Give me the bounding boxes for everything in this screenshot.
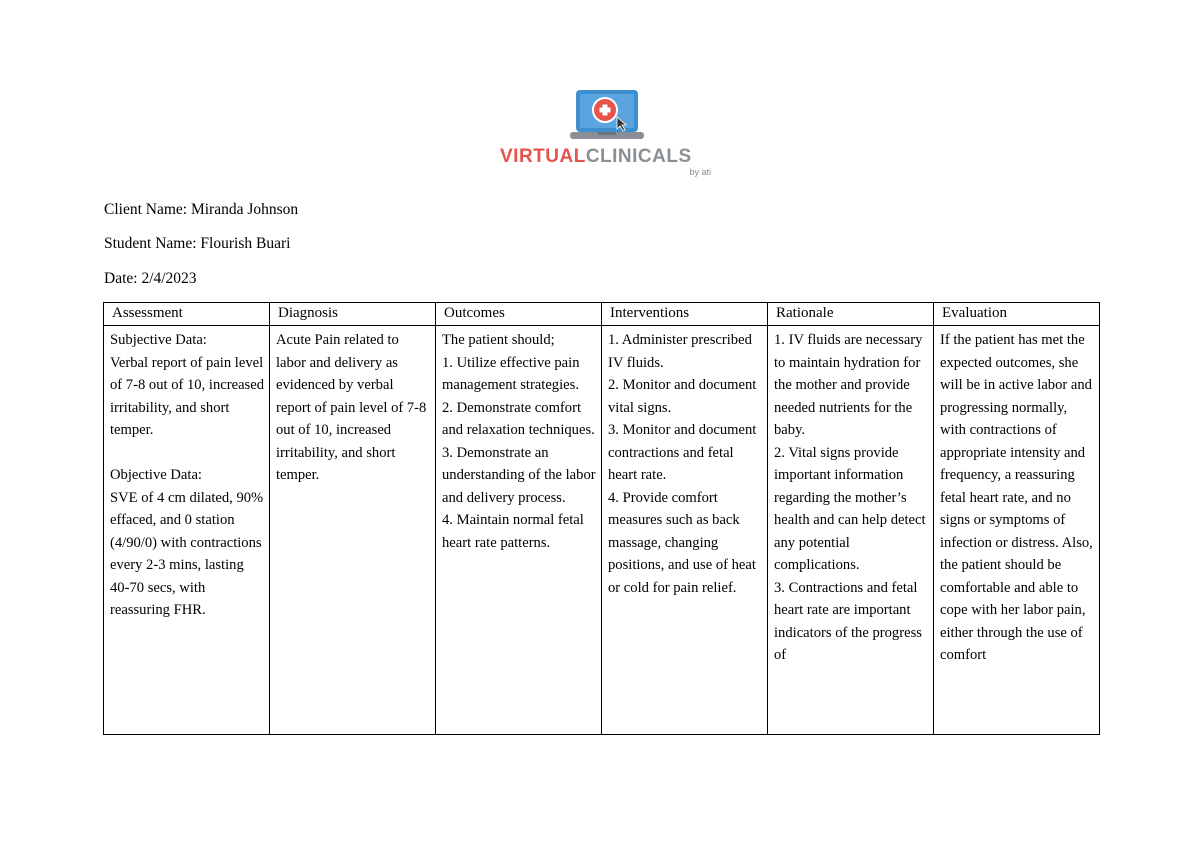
cell-evaluation: If the patient has met the expected outcomes, she will be in active labor and progressing normally, with contractions of appropriate intensity and frequency, a reassuring fetal heart rate, and no signs or symptoms of infection or distress. Also, the patient should be comfortable and able to cope with her labor pain, either through the use of comfort <box>934 326 1100 735</box>
column-header-interventions: Interventions <box>602 303 768 326</box>
client-name: Client Name: Miranda Johnson <box>104 201 299 218</box>
student-name: Student Name: Flourish Buari <box>104 235 291 252</box>
cell-assessment: Subjective Data: Verbal report of pain level of 7-8 out of 10, increased irritability, and short temper. Objective Data: SVE of 4 cm dilated, 90% effaced, and 0 station (4/90/0) with contractions every 2-3 mins, lasting 40-70 secs, with reassuring FHR. <box>104 326 270 735</box>
column-header-outcomes: Outcomes <box>436 303 602 326</box>
table-header-row <box>104 303 1100 326</box>
brand-byline: by ati <box>689 167 711 177</box>
column-header-diagnosis: Diagnosis <box>270 303 436 326</box>
brand-wordmark-part1: VIRTUAL <box>500 146 586 167</box>
column-header-evaluation: Evaluation <box>934 303 1100 326</box>
cell-interventions: 1. Administer prescribed IV fluids. 2. Monitor and document vital signs. 3. Monitor and document contractions and fetal heart rate. 4. Provide comfort measures such as back massage, changing positions, and use of heat or cold for pain relief. <box>602 326 768 735</box>
virtual-clinicals-logo <box>500 88 715 180</box>
cell-outcomes: The patient should; 1. Utilize effective pain management strategies. 2. Demonstrate comfort and relaxation techniques. 3. Demonstrate an understanding of the labor and delivery process. 4. Maintain normal fetal heart rate patterns. <box>436 326 602 735</box>
laptop-medical-cross-icon <box>570 88 644 144</box>
care-plan-table <box>103 302 1100 735</box>
brand-wordmark <box>500 146 715 168</box>
brand-wordmark-part2: CLINICALS <box>585 146 692 167</box>
cell-rationale: 1. IV fluids are necessary to maintain hydration for the mother and provide needed nutrients for the baby. 2. Vital signs provide important information regarding the mother’s health and can help detect any potential complications. 3. Contractions and fetal heart rate are important indicators of the progress of <box>768 326 934 735</box>
cell-diagnosis: Acute Pain related to labor and delivery as evidenced by verbal report of pain level of 7-8 out of 10, increased irritability, and short temper. <box>270 326 436 735</box>
column-header-assessment: Assessment <box>104 303 270 326</box>
column-header-rationale: Rationale <box>768 303 934 326</box>
date-line: Date: 2/4/2023 <box>104 270 197 287</box>
table-row <box>104 326 1100 735</box>
